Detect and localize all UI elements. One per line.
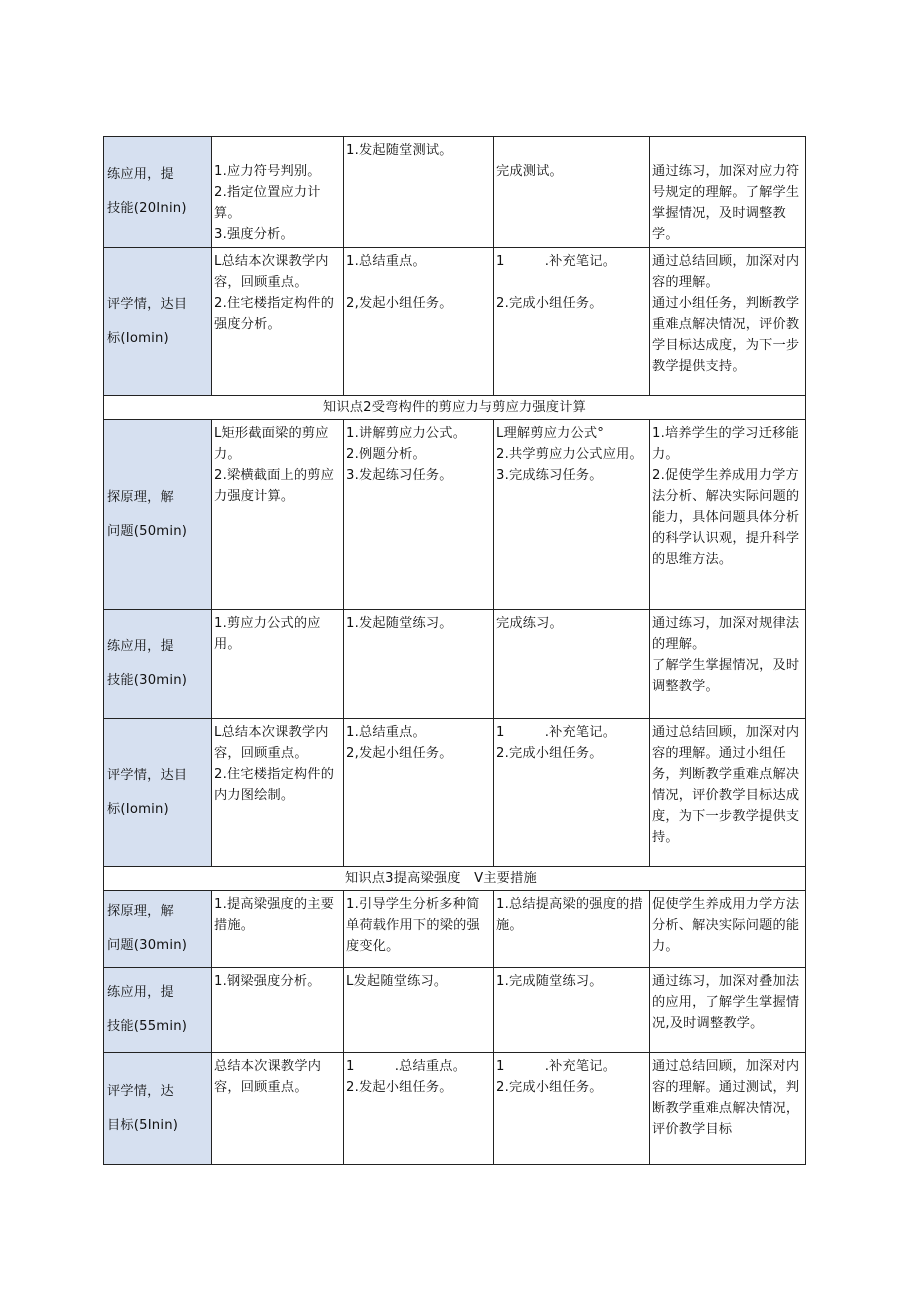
stage-cell: 练应用，提 技能(55min) [104,968,212,1053]
student-activity-cell: 完成练习。 [494,610,650,719]
student-activity-cell: 完成测试。 [494,137,650,248]
design-intent-cell: 通过练习，加深对应力符号规定的理解。了解学生掌握情况，及时调整教学。 [650,137,806,248]
design-intent-cell: 通过练习，加深对叠加法的应用，了解学生掌握情况,及时调整教学。 [650,968,806,1053]
lesson-plan-table [103,136,806,1165]
table-row [104,719,806,867]
content-cell: 1.剪应力公式的应用。 [212,610,344,719]
design-intent-cell: 通过总结回顾，加深对内容的理解。通过小组任务，判断教学重难点解决情况，评价教学目标达成度，为下一步教学提供支持。 [650,719,806,867]
teacher-activity-cell: 1.发起随堂测试。 [344,137,494,248]
section-header-row [104,396,806,420]
section-title: 知识点2受弯构件的剪应力与剪应力强度计算 [104,396,806,420]
teacher-activity-cell: 1.引导学生分析多种简单荷载作用下的梁的强度变化。 [344,891,494,968]
design-intent-cell: 通过练习，加深对规律法的理解。 了解学生掌握情况，及时调整教学。 [650,610,806,719]
teacher-activity-cell: 1.发起随堂练习。 [344,610,494,719]
stage-cell: 评学情，达目 标(Iomin) [104,248,212,396]
table-row [104,610,806,719]
table-row [104,1053,806,1165]
stage-cell: 探原理，解 问题(30min) [104,891,212,968]
content-cell: 1.钢梁强度分析。 [212,968,344,1053]
content-cell: L总结本次课教学内容，回顾重点。 2.住宅楼指定构件的强度分析。 [212,248,344,396]
design-intent-cell: 通过总结回顾，加深对内容的理解。 通过小组任务，判断教学重难点解决情况，评价教学目标达成度，为下一步教学提供支持。 [650,248,806,396]
table-row [104,248,806,396]
student-activity-cell: 1.总结提高梁的强度的措施。 [494,891,650,968]
section-title: 知识点3提高梁强度 V主要措施 [104,867,806,891]
stage-cell: 练应用，提 技能(30min) [104,610,212,719]
content-cell: 1.应力符号判别。 2.指定位置应力计算。 3.强度分析。 [212,137,344,248]
student-activity-cell: 1 .补充笔记。 2.完成小组任务。 [494,1053,650,1165]
content-cell: L总结本次课教学内容，回顾重点。 2.住宅楼指定构件的内力图绘制。 [212,719,344,867]
table-row [104,137,806,248]
design-intent-cell: 通过总结回顾，加深对内容的理解。通过测试，判断教学重难点解决情况，评价教学目标 [650,1053,806,1165]
stage-cell: 评学情，达 目标(5Inin) [104,1053,212,1165]
content-cell: 1.提高梁强度的主要措施。 [212,891,344,968]
stage-cell: 探原理，解 问题(50min) [104,420,212,610]
teacher-activity-cell: 1.总结重点。 2,发起小组任务。 [344,248,494,396]
design-intent-cell: 1.培养学生的学习迁移能力。 2.促使学生养成用力学方法分析、解决实际问题的能力，具体问题具体分析的科学认识观，提升科学的思维方法。 [650,420,806,610]
table-row [104,891,806,968]
table-row [104,968,806,1053]
content-cell: L矩形截面梁的剪应力。 2.梁横截面上的剪应力强度计算。 [212,420,344,610]
content-cell: 总结本次课教学内容，回顾重点。 [212,1053,344,1165]
student-activity-cell: 1.完成随堂练习。 [494,968,650,1053]
section-header-row [104,867,806,891]
design-intent-cell: 促使学生养成用力学方法分析、解决实际问题的能力。 [650,891,806,968]
student-activity-cell: 1 .补充笔记。 2.完成小组任务。 [494,719,650,867]
stage-cell: 练应用，提 技能(20Inin) [104,137,212,248]
teacher-activity-cell: 1.总结重点。 2,发起小组任务。 [344,719,494,867]
teacher-activity-cell: 1.讲解剪应力公式。 2.例题分析。 3.发起练习任务。 [344,420,494,610]
table-body [104,137,806,1165]
teacher-activity-cell: 1 .总结重点。 2.发起小组任务。 [344,1053,494,1165]
table-row [104,420,806,610]
student-activity-cell: 1 .补充笔记。 2.完成小组任务。 [494,248,650,396]
teacher-activity-cell: L发起随堂练习。 [344,968,494,1053]
student-activity-cell: L理解剪应力公式° 2.共学剪应力公式应用。 3.完成练习任务。 [494,420,650,610]
stage-cell: 评学情，达目 标(Iomin) [104,719,212,867]
